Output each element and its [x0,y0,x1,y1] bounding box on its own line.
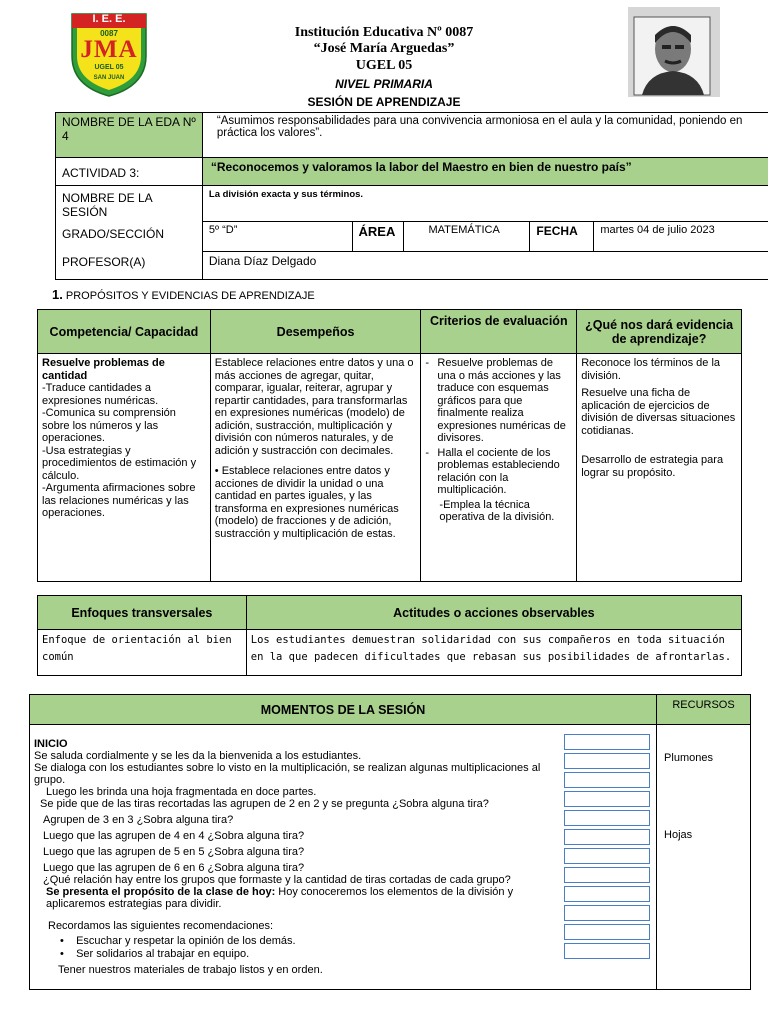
logo-initials: JMA [80,36,138,63]
blank-box [564,867,650,883]
criteria-item: - Resuelve problemas de una o más acciones y las traduce con esquemas gráficos para que finalmente realiza expresiones numéricas de divisores. [425,357,572,445]
evidence-item: Resuelve una ficha de aplicación de ejercicios de división de diversas situaciones cotidianas. [581,387,736,437]
session-title: SESIÓN DE APRENDIZAJE [307,95,461,109]
header-performance: Desempeños [210,310,421,354]
blank-box [564,753,650,769]
criteria-item: - Halla el cociente de los problemas estableciendo relación con la multiplicación. [425,447,572,497]
session-name-value: La división exacta y sus términos. [202,186,768,222]
level-title: NIVEL PRIMARIA [335,77,433,91]
blank-box [564,905,650,921]
blank-box [564,791,650,807]
criteria-text: Resuelve problemas de una o más acciones y las traduce con esquemas gráficos para que finalmente realiza expresiones numéricas de divisores. [437,357,566,444]
criteria-text: Halla el cociente de los problemas estableciendo relación con la multiplicación. [437,446,560,496]
checkbox-column [564,734,650,962]
performance-cell [210,354,421,582]
recommend-text: Ser solidarios al trabajar en equipo. [76,948,250,960]
approaches-header: Enfoques transversales [38,596,247,630]
purposes-heading [52,287,315,302]
header-criteria: Criterios de evaluación [421,310,577,354]
approach-value: Enfoque de orientación al bien común [38,630,247,676]
moments-text [34,738,562,976]
performance-1: Establece relaciones entre datos y una o más acciones de agregar, quitar, comparar, igualar, reiterar, agrupar y repartir cantidades, para transformarlas en expresiones numéricas (modelo) de adición, sustracción, multiplicación y división con números naturales, y de adición y sustracción con decimales. [214,357,414,457]
portrait-photo [628,7,720,97]
recommend-text: Escuchar y respetar la opinión de los demás. [76,935,296,947]
attitudes-header: Actitudes o acciones observables [246,596,741,630]
moment-line: Se pide que de las tiras recortadas las agrupen de 2 en 2 y se pregunta ¿Sobra alguna tira? [40,798,489,810]
moment-line: ¿Qué relación hay entre los grupos que formaste y la cantidad de tiras cortadas de cada grupo? [43,874,511,886]
resources-header: RECURSOS [657,695,751,725]
moment-line: Agrupen de 3 en 3 ¿Sobra alguna tira? [43,814,234,826]
moments-header: MOMENTOS DE LA SESIÓN [30,695,657,725]
ugel-title: UGEL 05 [355,58,413,73]
performance-2-row: • Establece relaciones entre datos y acciones de dividir la unidad o una cantidad en partes iguales, y las transforma en expresiones numéricas (modelo) de fracciones y de adición, sustracción y multiplicación de estas. [214,465,399,540]
recommend-item: • Ser solidarios al trabajar en equipo. [60,948,250,960]
activity-value: “Reconocemos y valoramos la labor del Maestro en bien de nuestro país” [202,158,768,186]
area-label: ÁREA [352,221,404,251]
session-name-label: NOMBRE DE LA SESIÓN [56,186,203,222]
logo-ugel: UGEL 05 [94,64,124,71]
blank-box [564,848,650,864]
moments-table [29,694,751,990]
evidence-cell [577,354,742,582]
blank-box [564,886,650,902]
start-title: INICIO [34,738,68,750]
moment-line: Se saluda cordialmente y se les da la bienvenida a los estudiantes. [34,750,362,762]
section-title: PROPÓSITOS Y EVIDENCIAS DE APRENDIZAJE [65,290,315,302]
moment-line: Luego les brinda una hoja fragmentada en doce partes. [46,786,317,798]
blank-box [564,734,650,750]
competence-item: -Argumenta afirmaciones sobre las relaciones numéricas y las operaciones. [42,482,196,519]
teacher-label: PROFESOR(A) [56,251,203,279]
logo-number: 0087 [100,29,118,38]
criteria-cell [421,354,577,582]
section-number: 1. [52,287,63,302]
moment-line: Se dialoga con los estudiantes sobre lo visto en la multiplicación, se realizan algunas multiplicaciones al grupo. [34,762,541,786]
competence-item: -Comunica su comprensión sobre los números y las operaciones. [42,407,176,444]
blank-box [564,772,650,788]
recommend-item: • Escuchar y respetar la opinión de los demás. [60,935,296,947]
grade-label: GRADO/SECCIÓN [56,221,203,251]
session-info-table [55,112,768,280]
purposes-table [37,309,742,582]
logo-top-text: I. E. E. [92,13,126,25]
resource-item: Hojas [664,829,693,841]
resources-cell [657,725,751,990]
evidence-item: Desarrollo de estrategia para lograr su propósito. [581,454,724,479]
eda-value: “Asumimos responsabilidades para una convivencia armoniosa en el aula y la comunidad, poniendo en práctica los valores”. [202,113,768,158]
competence-title: Resuelve problemas de cantidad [42,357,165,382]
blank-box [564,810,650,826]
activity-label: ACTIVIDAD 3: [56,158,203,186]
blank-box [564,924,650,940]
eda-label: NOMBRE DE LA EDA Nº 4 [56,113,203,158]
moment-line: Luego que las agrupen de 5 en 5 ¿Sobra alguna tira? [43,846,305,858]
purpose-text: Hoy conoceremos los elementos de la división y aplicaremos estrategias para dividir. [46,886,514,910]
blank-box [564,943,650,959]
purpose-bold: Se presenta el propósito de la clase de hoy: [46,886,276,898]
approaches-table [37,595,742,676]
teacher-value: Diana Díaz Delgado [202,251,768,279]
school-name: “José María Arguedas” [313,41,455,56]
competence-item: -Traduce cantidades a expresiones numéricas. [42,382,159,407]
recommend-title: Recordamos las siguientes recomendaciones: [48,920,274,932]
purpose-line [34,886,562,910]
institution-title: Institución Educativa Nº 0087 [294,25,474,40]
moment-line: Luego que las agrupen de 4 en 4 ¿Sobra alguna tira? [43,830,305,842]
attitude-value: Los estudiantes demuestran solidaridad con sus compañeros en toda situación en la que padecen dificultades que rebasan sus posibilidades de afrontarlas. [246,630,741,676]
competence-cell [38,354,211,582]
header-evidence: ¿Qué nos dará evidencia de aprendizaje? [577,310,742,354]
moments-body [30,725,657,990]
resource-item: Plumones [664,752,713,764]
header-competence: Competencia/ Capacidad [38,310,211,354]
criteria-extra: -Emplea la técnica operativa de la división. [439,498,555,523]
performance-2: Establece relaciones entre datos y acciones de dividir la unidad o una cantidad en partes iguales, y las transforma en expresiones numéricas (modelo) de fracciones y de adición, sustracción y multiplicación de estas. [214,465,399,540]
competence-item: -Usa estrategias y procedimientos de estimación y cálculo. [42,444,197,482]
grade-value: 5º “D” [202,221,352,251]
date-value: martes 04 de julio 2023 [594,221,768,251]
logo-bottom-text: SAN JUAN [93,75,125,81]
closing-line: Tener nuestros materiales de trabajo listos y en orden. [58,964,323,976]
date-label: FECHA [530,221,594,251]
blank-box [564,829,650,845]
moment-line: Luego que las agrupen de 6 en 6 ¿Sobra alguna tira? [43,862,305,874]
evidence-item: Reconoce los términos de la división. [581,357,721,382]
area-value: MATEMÁTICA [404,221,530,251]
